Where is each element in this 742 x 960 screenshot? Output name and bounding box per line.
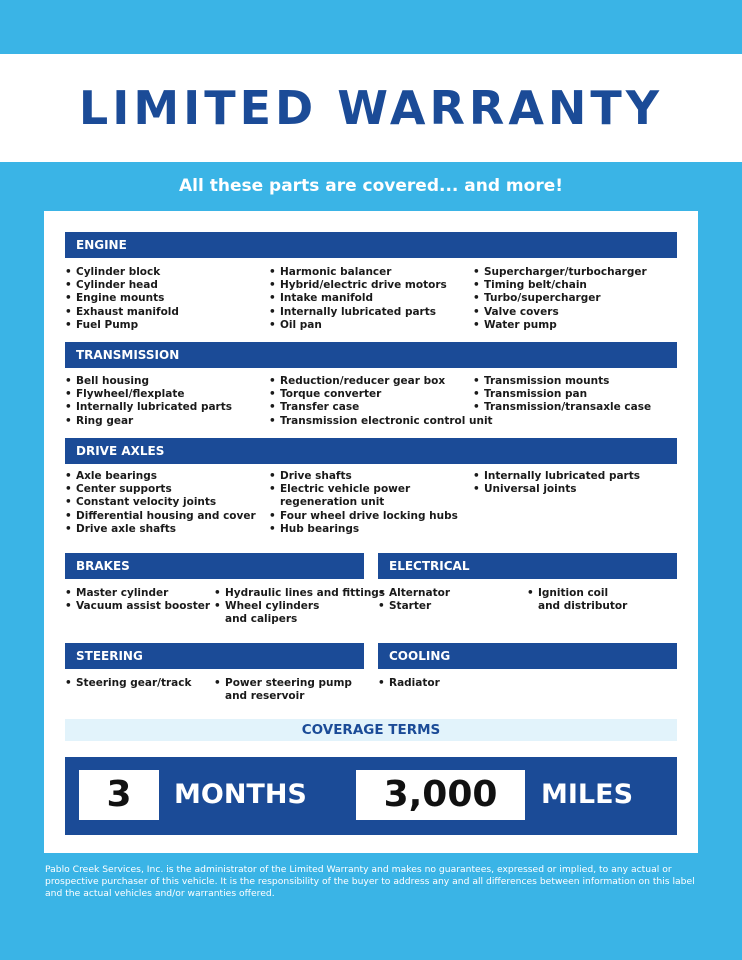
list-item-label: Axle bearings bbox=[76, 470, 158, 482]
list-item-label: Hub bearings bbox=[280, 522, 360, 535]
list-item bbox=[65, 306, 179, 319]
transmission-list-col1 bbox=[65, 375, 232, 428]
list-item bbox=[269, 388, 493, 401]
list-item-label: Master cylinder bbox=[76, 587, 169, 599]
list-item-label: Hybrid/electric drive motors bbox=[280, 279, 447, 292]
engine-list-col3 bbox=[473, 266, 647, 332]
list-item-label: Drive shafts bbox=[280, 470, 352, 482]
list-item bbox=[65, 470, 256, 483]
page-title: LIMITED WARRANTY bbox=[78, 81, 664, 135]
list-item-label: Transmission pan bbox=[484, 388, 588, 401]
list-item-label: Supercharger/turbocharger bbox=[484, 266, 647, 278]
list-item-label: Water pump bbox=[484, 318, 557, 331]
list-item bbox=[65, 401, 232, 414]
list-item-label: Transfer case bbox=[280, 401, 360, 414]
engine-list-col2 bbox=[269, 266, 447, 332]
list-item bbox=[473, 483, 640, 496]
transmission-list-col2 bbox=[269, 375, 493, 428]
list-item bbox=[269, 279, 447, 292]
list-item-label: Timing belt/chain bbox=[484, 279, 587, 292]
coverage-terms-heading: COVERAGE TERMS bbox=[65, 719, 677, 741]
list-item bbox=[473, 266, 647, 279]
list-item bbox=[269, 415, 493, 428]
coverage-card bbox=[44, 211, 698, 853]
list-item bbox=[214, 677, 352, 703]
list-item bbox=[527, 587, 627, 613]
list-item-label: Ring gear bbox=[76, 414, 134, 427]
section-heading-transmission: TRANSMISSION bbox=[65, 342, 677, 368]
list-item-label: Valve covers bbox=[484, 305, 559, 318]
engine-list-col1 bbox=[65, 266, 179, 332]
list-item bbox=[65, 510, 256, 523]
list-item-label: Constant velocity joints bbox=[76, 496, 217, 509]
list-item-label: Drive axle shafts bbox=[76, 522, 176, 535]
list-item bbox=[473, 375, 651, 388]
list-item bbox=[269, 306, 447, 319]
section-heading-steering: STEERING bbox=[65, 643, 364, 669]
list-item bbox=[65, 496, 256, 509]
list-item bbox=[65, 292, 179, 305]
list-item-label: Steering gear/track bbox=[76, 677, 192, 689]
list-item-label: Engine mounts bbox=[76, 292, 165, 305]
list-item-label: Cylinder head bbox=[76, 279, 158, 292]
list-item-label: Power steering pump and reservoir bbox=[225, 677, 352, 703]
list-item bbox=[473, 388, 651, 401]
list-item bbox=[473, 306, 647, 319]
title-band bbox=[0, 54, 742, 162]
brakes-list-col1 bbox=[65, 587, 210, 613]
list-item-label: Alternator bbox=[389, 587, 451, 599]
list-item-label: Exhaust manifold bbox=[76, 305, 179, 318]
disclaimer: Pablo Creek Services, Inc. is the administrator of the Limited Warranty and makes no guarantees, expressed or implied, to any actual or prospective purchaser of this vehicle. It is the responsibility of the buyer to address any and all differences between information on this label and the actual vehicles and/or warranties offered. bbox=[45, 864, 695, 899]
list-item-label: Cylinder block bbox=[76, 266, 161, 278]
list-item-label: Vacuum assist booster bbox=[76, 600, 211, 613]
list-item bbox=[269, 292, 447, 305]
list-item bbox=[65, 523, 256, 536]
list-item bbox=[269, 470, 458, 483]
list-item bbox=[269, 375, 493, 388]
list-item bbox=[378, 677, 440, 690]
list-item bbox=[378, 587, 450, 600]
months-label: MONTHS bbox=[174, 779, 307, 810]
list-item bbox=[65, 483, 256, 496]
electrical-list-col1 bbox=[378, 587, 450, 613]
list-item bbox=[65, 266, 179, 279]
steering-list-col1 bbox=[65, 677, 191, 690]
list-item-label: Flywheel/flexplate bbox=[76, 388, 185, 401]
cooling-list-col1 bbox=[378, 677, 440, 690]
drive-axles-list-col3 bbox=[473, 470, 640, 496]
list-item bbox=[65, 587, 210, 600]
list-item bbox=[269, 319, 447, 332]
list-item bbox=[269, 266, 447, 279]
coverage-terms-band bbox=[65, 757, 677, 835]
list-item-label: Transmission/transaxle case bbox=[484, 401, 652, 414]
subtitle: All these parts are covered... and more! bbox=[178, 176, 563, 196]
list-item-label: Reduction/reducer gear box bbox=[280, 375, 446, 387]
list-item bbox=[473, 401, 651, 414]
list-item-label: Wheel cylinders and calipers bbox=[225, 600, 320, 626]
section-heading-electrical: ELECTRICAL bbox=[378, 553, 677, 579]
drive-axles-list-col2 bbox=[269, 470, 458, 536]
list-item-label: Internally lubricated parts bbox=[76, 401, 232, 414]
months-value: 3 bbox=[79, 770, 159, 820]
list-item bbox=[65, 388, 232, 401]
list-item bbox=[65, 319, 179, 332]
list-item-label: Internally lubricated parts bbox=[280, 305, 436, 318]
list-item-label: Hydraulic lines and fittings bbox=[225, 587, 386, 599]
electrical-list-col2 bbox=[527, 587, 627, 613]
list-item bbox=[378, 600, 450, 613]
list-item-label: Oil pan bbox=[280, 318, 322, 331]
list-item-label: Four wheel drive locking hubs bbox=[280, 509, 458, 522]
list-item-label: Fuel Pump bbox=[76, 318, 139, 331]
list-item-label: Transmission electronic control unit bbox=[280, 414, 493, 427]
list-item bbox=[65, 279, 179, 292]
list-item-label: Torque converter bbox=[280, 388, 382, 401]
section-heading-engine: ENGINE bbox=[65, 232, 677, 258]
list-item-label: Universal joints bbox=[484, 483, 577, 496]
list-item-label: Harmonic balancer bbox=[280, 266, 392, 278]
list-item bbox=[65, 600, 210, 613]
list-item-label: Turbo/supercharger bbox=[484, 292, 601, 305]
list-item-label: Radiator bbox=[389, 677, 440, 689]
list-item-label: Electric vehicle power regeneration unit bbox=[280, 483, 411, 509]
list-item bbox=[214, 600, 385, 626]
list-item-label: Center supports bbox=[76, 483, 172, 496]
list-item bbox=[269, 401, 493, 414]
section-heading-brakes: BRAKES bbox=[65, 553, 364, 579]
transmission-list-col3 bbox=[473, 375, 651, 415]
list-item bbox=[65, 415, 232, 428]
list-item bbox=[473, 470, 640, 483]
list-item bbox=[65, 677, 191, 690]
list-item bbox=[473, 279, 647, 292]
list-item-label: Starter bbox=[389, 600, 432, 613]
list-item bbox=[214, 587, 385, 600]
drive-axles-list-col1 bbox=[65, 470, 256, 536]
miles-label: MILES bbox=[541, 779, 634, 810]
list-item-label: Ignition coil and distributor bbox=[538, 587, 628, 613]
list-item-label: Bell housing bbox=[76, 375, 149, 387]
miles-value: 3,000 bbox=[356, 770, 525, 820]
list-item bbox=[473, 319, 647, 332]
list-item bbox=[269, 523, 458, 536]
list-item-label: Differential housing and cover bbox=[76, 509, 256, 522]
brakes-list-col2 bbox=[214, 587, 385, 627]
list-item bbox=[473, 292, 647, 305]
section-heading-cooling: COOLING bbox=[378, 643, 677, 669]
list-item bbox=[269, 510, 458, 523]
list-item-label: Internally lubricated parts bbox=[484, 470, 640, 482]
section-heading-drive-axles: DRIVE AXLES bbox=[65, 438, 677, 464]
list-item-label: Intake manifold bbox=[280, 292, 373, 305]
list-item-label: Transmission mounts bbox=[484, 375, 610, 387]
steering-list-col2 bbox=[214, 677, 352, 703]
list-item bbox=[65, 375, 232, 388]
list-item bbox=[269, 483, 458, 509]
